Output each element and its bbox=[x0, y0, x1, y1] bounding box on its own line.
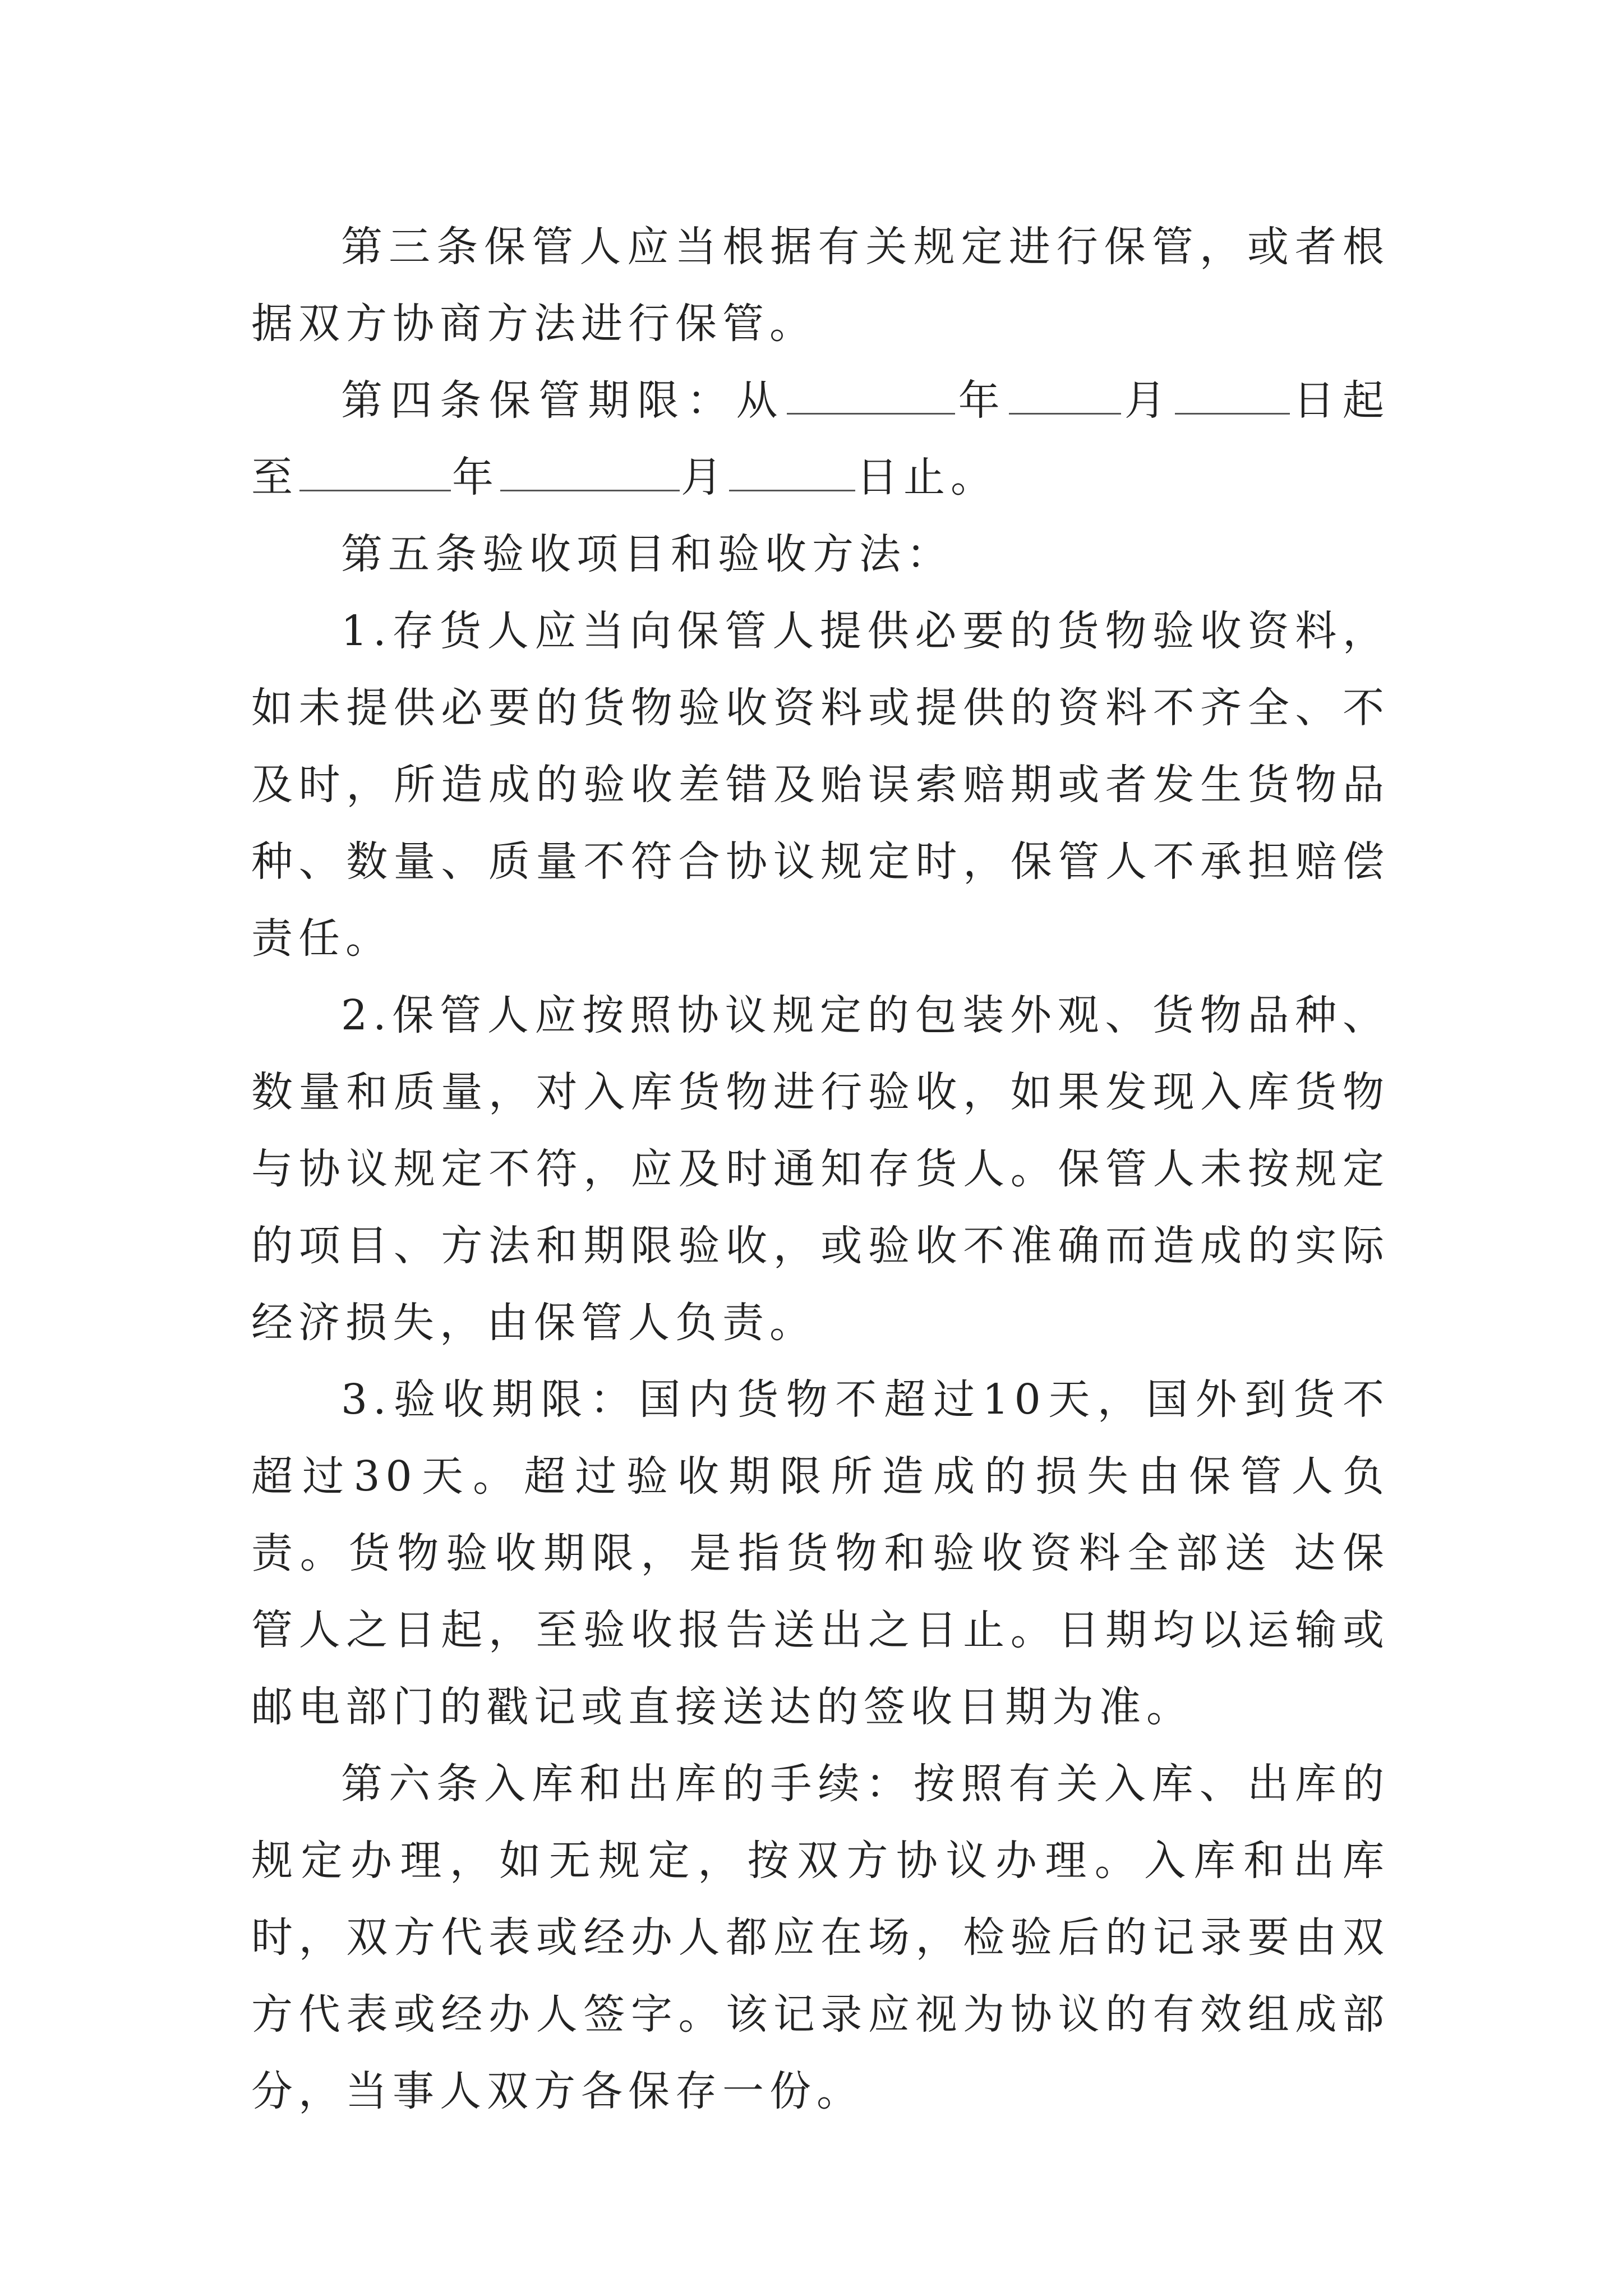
start-year-blank bbox=[787, 371, 955, 415]
end-month-blank bbox=[500, 448, 680, 491]
article-5-item-2: 2.保管人应按照协议规定的包装外观、货物品种、数量和质量，对入库货物进行验收，如果发现入库货物与协议规定不符，应及时通知存货人。保管人未按规定的项目、方法和期限验收，或验收不准确而造成的实际经济损失，由保管人负责。 bbox=[251, 991, 1390, 1347]
article-3: 第三条保管人应当根据有关规定进行保管，或者根据双方协商方法进行保管。 bbox=[251, 223, 1390, 348]
start-month-blank bbox=[1009, 371, 1121, 415]
end-month-label: 月 bbox=[681, 453, 728, 501]
end-day-blank bbox=[729, 448, 855, 491]
end-day-label: 日止。 bbox=[856, 453, 998, 501]
article-4-prefix: 第四条保管期限：从 bbox=[341, 376, 786, 425]
end-year-label: 年 bbox=[452, 453, 499, 501]
article-4-storage-period bbox=[251, 362, 1390, 516]
start-year-label: 年 bbox=[956, 376, 1008, 425]
article-6: 第六条入库和出库的手续：按照有关入库、出库的规定办理，如无规定，按双方协议办理。入库和出库时，双方代表或经办人都应在场，检验后的记录要由双方代表或经办人签字。该记录应视为协议的有效组成部分，当事人双方各保存一份。 bbox=[251, 1760, 1390, 2115]
start-day-label: 日起至 bbox=[251, 376, 1390, 501]
article-5-item-1: 1.存货人应当向保管人提供必要的货物验收资料，如未提供必要的货物验收资料或提供的资料不齐全、不及时，所造成的验收差错及贻误索赔期或者发生货物品种、数量、质量不符合协议规定时，保管人不承担赔偿责任。 bbox=[251, 607, 1390, 963]
article-5-title: 第五条验收项目和验收方法： bbox=[341, 530, 953, 578]
end-year-blank bbox=[299, 448, 451, 491]
article-5-item-3: 3.验收期限：国内货物不超过10天，国外到货不超过30天。超过验收期限所造成的损失由保管人负责。货物验收期限，是指货物和验收资料全部送 达保管人之日起，至验收报告送出之日止。日期均以运输或邮电部门的戳记或直接送达的签收日期为准。 bbox=[251, 1375, 1390, 1731]
document-body bbox=[251, 209, 1390, 2130]
start-day-blank bbox=[1175, 371, 1290, 415]
start-month-label: 月 bbox=[1122, 376, 1174, 425]
